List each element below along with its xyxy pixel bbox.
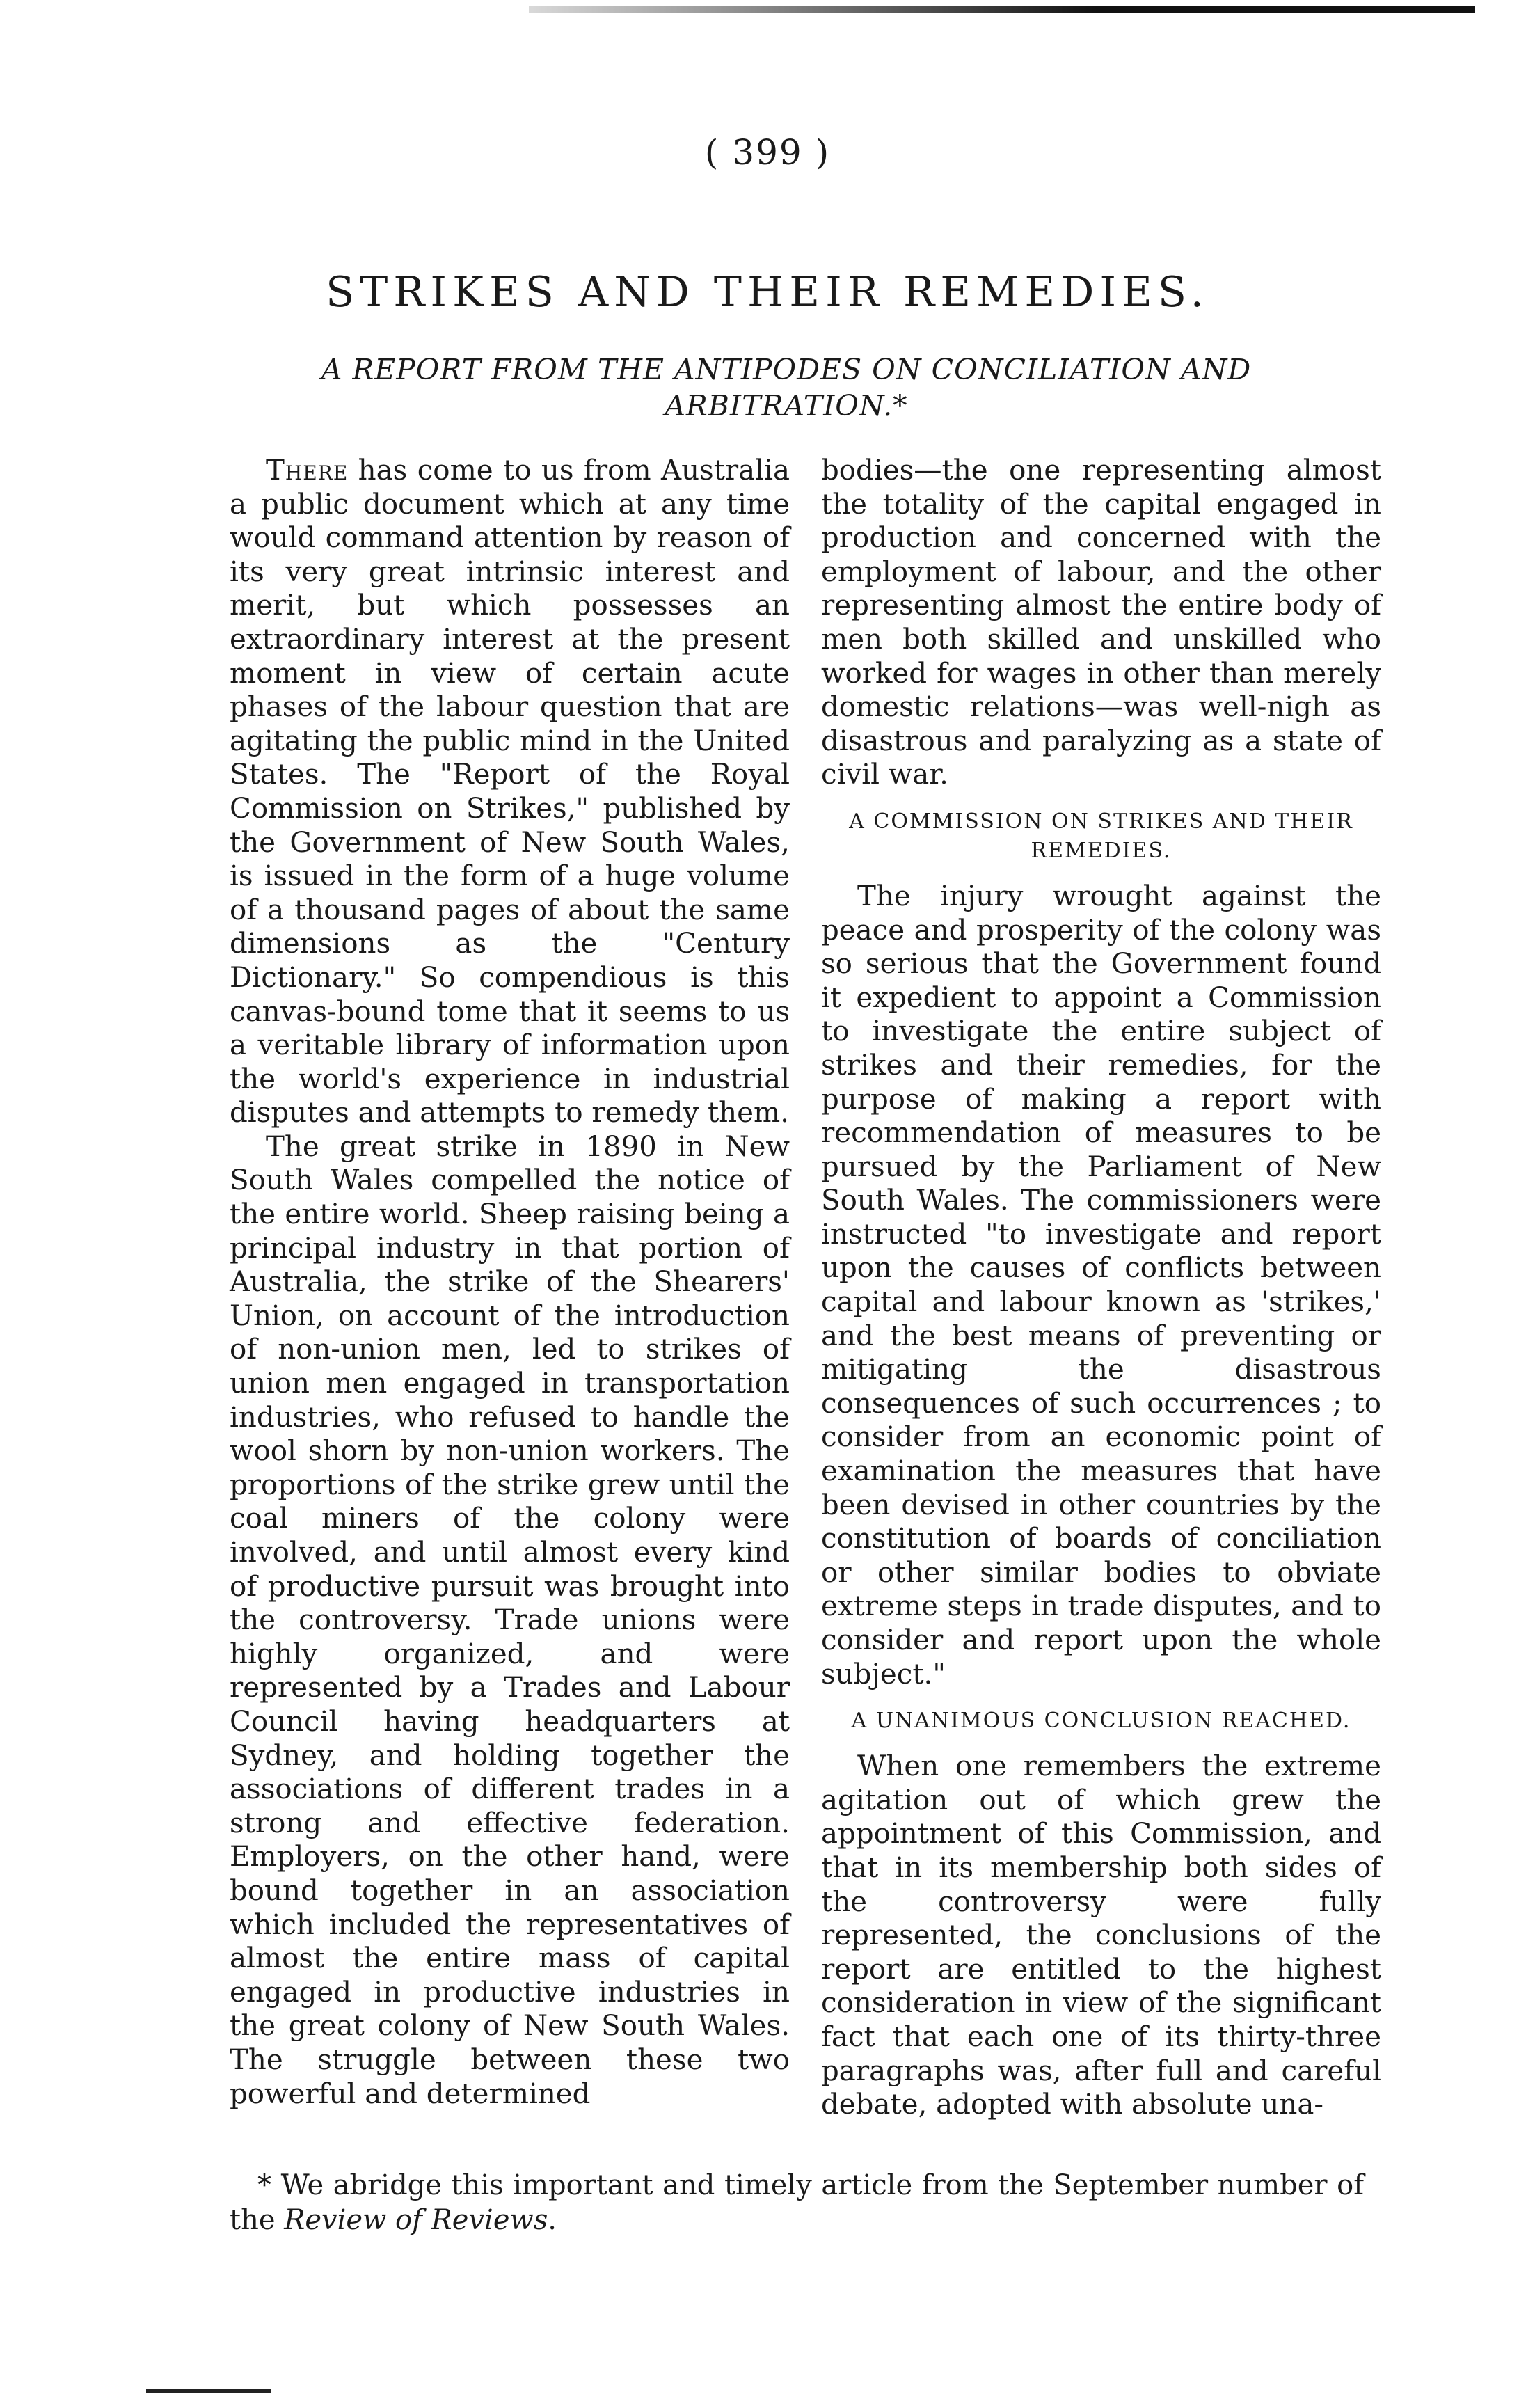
bottom-rule bbox=[146, 2389, 271, 2393]
footnote-source: Review of Reviews bbox=[284, 2204, 548, 2236]
page-number: ( 399 ) bbox=[704, 132, 831, 173]
paragraph-3: The injury wrought against the peace and prosperity of the colony was so serious that the Government found it expedient to appoint a Commission to investigate the entire subject of strikes and their remedies, for the purpose of making a report with recommendation of measures to be pursued by the Parliament of New South Wales. The commissioners were instructed "to investigate and report upon the causes of conflicts between capital and labour known as 'strikes,' and the best means of preventing or mitigating the disastrous consequences of such occurrences ; to consider from an economic point of examination the measures that have been devised in other countries by the constitution of boards of conciliation or other similar bodies to obviate extreme steps in trade disputes, and to consider and report upon the whole subject." bbox=[821, 879, 1381, 1690]
paragraph-2-continued: bodies—the one representing almost the totality of the capital engaged in production and concerned with the employment of labour, and the other representing almost the entire body of men both skilled and unskilled who worked for wages in other than merely domestic relations—was well-nigh as disastrous and paralyzing as a state of civil war. bbox=[821, 454, 1381, 791]
article-subtitle: A REPORT FROM THE ANTIPODES ON CONCILIATION AND ARBITRATION.* bbox=[321, 353, 1252, 422]
section-heading-commission: A COMMISSION ON STRIKES AND THEIR REMEDIES. bbox=[849, 809, 1353, 863]
paragraph-2: The great strike in 1890 in New South Wales compelled the notice of the entire world. Sheep raising being a principal industry in that portion of Australia, the strike of the Shearers' Union, on account of the introduction of non-union men, led to strikes of union men engaged in transportation industries, who refused to handle the wool shorn by non-union workers. The proportions of the strike grew until the coal miners of the colony were involved, and until almost every kind of productive pursuit was brought into the controversy. Trade unions were highly organized, and were represented by a Trades and Labour Council having headquarters at Sydney, and holding together the associations of different trades in a strong and effective federation. Employers, on the other hand, were bound together in an association which included the representatives of almost the entire mass of capital engaged in productive industries in the great colony of New South Wales. The struggle between these two powerful and determined bbox=[230, 1130, 790, 2110]
dropcap-word: There bbox=[266, 454, 349, 486]
paragraph-4: When one remembers the extreme agitation out of which grew the appointment of this Commission, and that in its membership both sides of the controversy were fully represented, the conclusions of the report are entitled to the highest consideration in view of the significant fact that each one of its thirty-three paragraphs was, after full and careful debate, adopted with absolute una- bbox=[821, 1750, 1381, 2121]
section-heading-conclusion: A UNANIMOUS CONCLUSION REACHED. bbox=[851, 1709, 1351, 1734]
top-rule bbox=[529, 6, 1475, 13]
article-title: STRIKES AND THEIR REMEDIES. bbox=[326, 268, 1209, 317]
left-column bbox=[230, 454, 790, 2111]
footnote bbox=[230, 2168, 1364, 2237]
paragraph-1-text: has come to us from Australia a public document which at any time would command attention by reason of its very great intrinsic interest and merit, but which possesses an extraordinary interest at the present moment in view of certain acute phases of the labour question that are agitating the public mind in the United States. The "Report of the Royal Commission on Strikes," published by the Government of New South Wales, is issued in the form of a huge volume of a thousand pages of about the same dimensions as the "Century Dictionary." So compendious is this canvas-bound tome that it seems to us a veritable library of information upon the world's experience in industrial disputes and attempts to remedy them. bbox=[230, 454, 790, 1130]
footnote-text: * We abridge this important and timely article from the September number of the bbox=[230, 2169, 1364, 2236]
right-column bbox=[821, 454, 1381, 2122]
paragraph-1 bbox=[230, 454, 790, 1130]
footnote-end: . bbox=[548, 2204, 557, 2236]
